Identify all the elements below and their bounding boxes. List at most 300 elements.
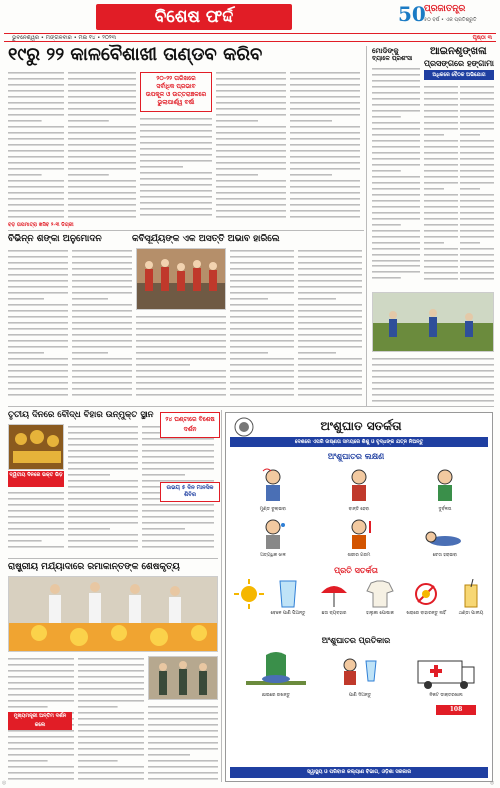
body-text-line [460, 258, 494, 264]
body-text-line [298, 254, 362, 260]
body-text-line [68, 70, 136, 76]
body-text-line [372, 198, 420, 204]
body-text-line [216, 142, 286, 148]
body-text-line [148, 728, 218, 734]
right-blue-bar: ଅଧିକରେ ବୈଠକ ଅଭିଯୋଗ [424, 70, 494, 80]
body-text-line [8, 520, 64, 526]
body-text-line [230, 248, 294, 254]
body-text-line [8, 284, 68, 290]
precaution-2 [312, 579, 356, 616]
body-text-line [148, 704, 218, 710]
no-sun-icon [411, 579, 441, 609]
body-text-line [68, 184, 136, 190]
body-text-line [8, 190, 64, 196]
body-text-line [8, 752, 74, 758]
body-text-line [290, 148, 360, 154]
body-text-line [136, 374, 226, 380]
body-text-line [8, 686, 74, 692]
body-text-line [136, 392, 226, 398]
body-text-line [216, 196, 286, 202]
body-text-line [136, 368, 226, 374]
body-text-line [68, 490, 138, 496]
remedy-1-label: ଛାଇରେ ରଖନ୍ତୁ [262, 693, 290, 698]
body-text-line [216, 82, 286, 88]
fainting-person-icon [425, 517, 465, 551]
body-text-line [8, 668, 74, 674]
body-text-line [8, 112, 64, 118]
body-text-line [290, 214, 360, 220]
body-text-line [8, 100, 64, 106]
right-headline-4: ପ୍ରସଙ୍ଗରେ ହଙ୍ଗାମା [424, 58, 494, 68]
body-text-line [68, 202, 136, 208]
body-text-line [68, 100, 136, 106]
body-text-line [8, 692, 74, 698]
water-glass-icon [276, 579, 300, 609]
body-text-line [460, 144, 494, 150]
body-text-line [68, 208, 136, 214]
body-text-line [372, 368, 494, 374]
body-text-line [460, 240, 494, 246]
body-text-line [8, 392, 68, 398]
lead-column-1 [8, 70, 64, 220]
body-text-line [424, 216, 458, 222]
funeral-column-3 [148, 704, 218, 782]
body-text-line [72, 308, 132, 314]
body-text-line [8, 502, 64, 508]
body-text-line [142, 460, 214, 466]
body-text-line [78, 728, 144, 734]
body-text-line [298, 308, 362, 314]
body-text-line [230, 338, 294, 344]
body-text-line [230, 296, 294, 302]
body-text-line [8, 380, 68, 386]
body-text-line [216, 100, 286, 106]
body-text-line [298, 362, 362, 368]
body-text-line [8, 260, 68, 266]
clothes-icon [365, 579, 395, 609]
body-text-line [372, 228, 420, 234]
body-text-line [78, 734, 144, 740]
body-text-line [460, 84, 494, 90]
body-text-line [424, 150, 458, 156]
body-text-line [372, 275, 420, 281]
body-text-line [142, 448, 214, 454]
body-text-line [140, 212, 212, 218]
body-text-line [8, 290, 68, 296]
third-column-0 [8, 490, 64, 554]
body-text-line [460, 186, 494, 192]
body-text-line [8, 124, 64, 130]
mid-headline-1: ବିଭିନ୍ନ ଶଙ୍କା ଅନୁମୋଦନ [8, 234, 102, 244]
dateline [4, 33, 496, 42]
body-text-line [72, 296, 132, 302]
rule [8, 406, 494, 407]
body-text-line [72, 350, 132, 356]
body-text-line [372, 108, 420, 114]
body-text-line [298, 344, 362, 350]
body-text-line [298, 374, 362, 380]
right-photo-field [372, 292, 494, 352]
body-text-line [290, 208, 360, 214]
mid-column-3 [136, 314, 226, 400]
body-text-line [216, 118, 286, 124]
dateline-text: ଭୁବନେଶ୍ୱର • ମଙ୍ଗଳବାର • ମଇ ୧୪ • ୨୦୨୩ [12, 35, 116, 41]
body-text-line [78, 764, 144, 770]
body-text-line [148, 740, 218, 746]
body-text-line [372, 168, 420, 174]
body-text-line [8, 302, 68, 308]
body-text-line [72, 314, 132, 320]
body-text-line [8, 662, 74, 668]
body-text-line [68, 502, 138, 508]
body-text-line [372, 252, 420, 258]
body-text-line [424, 102, 458, 108]
body-text-line [8, 266, 68, 272]
heatstroke-footer: ସ୍ୱାସ୍ଥ୍ୟ ଓ ପରିବାର କଲ୍ୟାଣ ବିଭାଗ, ଓଡ଼ିଶା ସରକାର [230, 767, 488, 778]
remedy-title: ଅଂଶୁଘାତର ପ୍ରତିକାର [321, 635, 391, 645]
body-text-line [424, 270, 458, 276]
body-text-line [216, 124, 286, 130]
body-text-line [8, 496, 64, 502]
body-text-line [460, 114, 494, 120]
body-text-line [68, 106, 136, 112]
body-text-line [372, 362, 494, 368]
body-text-line [142, 508, 214, 514]
body-text-line [68, 130, 136, 136]
body-text-line [72, 344, 132, 350]
body-text-line [72, 302, 132, 308]
body-text-line [78, 662, 144, 668]
body-text-line [8, 148, 64, 154]
body-text-line [460, 162, 494, 168]
body-text-line [230, 254, 294, 260]
body-text-line [298, 338, 362, 344]
body-text-line [424, 204, 458, 210]
body-text-line [298, 356, 362, 362]
body-text-line [140, 170, 212, 176]
lead-box-line-3: ଉପକୂଳ ଓ ଉତ୍ତରାଞ୍ଚଳରେ [145, 91, 207, 98]
body-text-line [460, 204, 494, 210]
body-text-line [424, 198, 458, 204]
body-text-line [72, 374, 132, 380]
precaution-5-label: ଥଣ୍ଡା ପାନୀୟ [458, 611, 484, 616]
body-text-line [68, 142, 136, 148]
body-text-line [72, 332, 132, 338]
logo-number: 50 [398, 2, 426, 26]
body-text-line [230, 356, 294, 362]
body-text-line [460, 228, 494, 234]
body-text-line [8, 308, 68, 314]
body-text-line [460, 126, 494, 132]
body-text-line [230, 326, 294, 332]
body-text-line [460, 174, 494, 180]
body-text-line [298, 386, 362, 392]
body-text-line [8, 178, 64, 184]
body-text-line [460, 96, 494, 102]
body-text-line [372, 174, 420, 180]
body-text-line [142, 526, 214, 532]
logo-brand: ପ୍ରଜାତନ୍ତ୍ର [424, 4, 466, 14]
body-text-line [8, 214, 64, 220]
body-text-line [8, 130, 64, 136]
body-text-line [72, 278, 132, 284]
body-text-line [8, 338, 68, 344]
body-text-line [142, 520, 214, 526]
body-text-line [424, 246, 458, 252]
body-text-line [460, 210, 494, 216]
symptom-2-label: ବାନ୍ତି ହେବା [348, 507, 370, 512]
third-box-2-text: ଉଭୟ ୫ ଦିନ ମାନସିକ ଶିବିର [166, 485, 214, 498]
lead-box-line-1: ୨୦-୨୨ ତାରିଖରେ [156, 75, 196, 82]
body-text-line [372, 356, 494, 362]
body-text-line [372, 380, 494, 386]
body-text-line [216, 172, 286, 178]
body-text-line [140, 176, 212, 182]
body-text-line [460, 198, 494, 204]
body-text-line [216, 136, 286, 142]
body-text-line [72, 284, 132, 290]
body-text-line [142, 502, 214, 508]
body-text-line [298, 278, 362, 284]
body-text-line [68, 118, 136, 124]
body-text-line [148, 746, 218, 752]
body-text-line [290, 142, 360, 148]
body-text-line [372, 138, 420, 144]
body-text-line [148, 776, 218, 782]
body-text-line [298, 248, 362, 254]
body-text-line [460, 216, 494, 222]
body-text-line [68, 526, 138, 532]
body-text-line [8, 758, 74, 764]
body-text-line [230, 260, 294, 266]
vomiting-person-icon [339, 465, 379, 505]
body-text-line [424, 234, 458, 240]
rule [8, 230, 364, 231]
body-text-line [290, 118, 360, 124]
body-text-line [72, 392, 132, 398]
body-text-line [68, 514, 138, 520]
body-text-line [8, 208, 64, 214]
lead-column-5 [290, 70, 360, 220]
body-text-line [424, 222, 458, 228]
body-text-line [290, 130, 360, 136]
body-text-line [8, 740, 74, 746]
body-text-line [8, 88, 64, 94]
body-text-line [72, 386, 132, 392]
body-text-line [8, 350, 68, 356]
body-text-line [8, 272, 68, 278]
body-text-line [372, 162, 420, 168]
body-text-line [216, 106, 286, 112]
body-text-line [72, 254, 132, 260]
body-text-line [424, 192, 458, 198]
body-text-line [460, 222, 494, 228]
body-text-line [68, 148, 136, 154]
body-text-line [424, 84, 458, 90]
body-text-line [372, 210, 420, 216]
rule [221, 410, 222, 782]
lead-column-4 [216, 70, 286, 220]
symptom-3-label: ଦୁର୍ବଳତା [438, 507, 452, 512]
body-text-line [142, 472, 214, 478]
body-text-line [298, 290, 362, 296]
body-text-line [8, 248, 68, 254]
funeral-column-2 [78, 656, 144, 782]
body-text-line [8, 356, 68, 362]
body-text-line [8, 94, 64, 100]
body-text-line [298, 392, 362, 398]
body-text-line [424, 264, 458, 270]
body-text-line [8, 532, 64, 538]
body-text-line [8, 526, 64, 532]
body-text-line [372, 126, 420, 132]
body-text-line [8, 698, 74, 704]
body-text-line [68, 214, 136, 220]
body-text-line [460, 120, 494, 126]
body-text-line [372, 192, 420, 198]
body-text-line [216, 148, 286, 154]
body-text-line [290, 202, 360, 208]
body-text-line [136, 356, 226, 362]
body-text-line [142, 532, 214, 538]
body-text-line [290, 178, 360, 184]
body-text-line [68, 532, 138, 538]
body-text-line [148, 710, 218, 716]
body-text-line [230, 272, 294, 278]
right-column-2 [424, 84, 458, 284]
body-text-line [8, 166, 64, 172]
third-headline: ତୃତୀୟ ଦିନରେ ବୌଦ୍ଧ ବିହାର ଉନ୍ମୁକ୍ତ ସ୍ଥାନ [8, 410, 154, 420]
body-text-line [372, 90, 420, 96]
body-text-line [68, 136, 136, 142]
third-box-text: ୨୪ ଘଣ୍ଟାରେ ବିଶେଷ ଦର୍ଶନ [165, 416, 215, 433]
lead-column-2 [68, 70, 136, 220]
body-text-line [136, 386, 226, 392]
body-text-line [460, 270, 494, 276]
body-text-line [230, 332, 294, 338]
body-text-line [298, 320, 362, 326]
body-text-line [372, 269, 420, 275]
body-text-line [216, 76, 286, 82]
body-text-line [142, 544, 214, 550]
body-text-line [140, 188, 212, 194]
body-text-line [290, 112, 360, 118]
body-text-line [216, 208, 286, 214]
body-text-line [68, 430, 138, 436]
body-text-line [78, 746, 144, 752]
body-text-line [8, 154, 64, 160]
right-headline-2: ବ୍ୟାଳେ ପ୍ରଶଂସା [372, 55, 413, 62]
body-text-line [148, 716, 218, 722]
body-text-line [424, 138, 458, 144]
body-text-line [68, 454, 138, 460]
symptoms-title: ଅଂଶୁଘାତର ଲକ୍ଷଣ [327, 451, 385, 461]
body-text-line [230, 374, 294, 380]
body-text-line [8, 136, 64, 142]
body-text-line [372, 102, 420, 108]
body-text-line [290, 76, 360, 82]
body-text-line [8, 368, 68, 374]
symptom-4 [232, 517, 314, 558]
body-text-line [216, 112, 286, 118]
body-text-line [298, 368, 362, 374]
body-text-line [8, 656, 74, 662]
precaution-5 [450, 579, 492, 616]
body-text-line [424, 144, 458, 150]
body-text-line [78, 698, 144, 704]
body-text-line [140, 158, 212, 164]
symptom-5 [318, 517, 400, 558]
body-text-line [72, 266, 132, 272]
prevention-title: ପ୍ରତି ସତର୍କତା [334, 565, 378, 575]
lead-headline: ୧୯ରୁ ୨୨ କାଳବୈଶାଖୀ ତାଣ୍ଡବ କରିବ [8, 44, 263, 65]
symptom-6 [404, 517, 486, 558]
body-text-line [298, 332, 362, 338]
registration-mark: ◎ [490, 780, 495, 786]
body-text-line [136, 380, 226, 386]
body-text-line [216, 154, 286, 160]
body-text-line [8, 142, 64, 148]
body-text-line [460, 264, 494, 270]
heatstroke-banner: ଦେଶରେ ଏପରି ଉଷ୍ଣତା ସମୟରେ ଶିଶୁ ଓ ବୃଦ୍ଧଙ୍କ ଯତ୍ନ ନିଅନ୍ତୁ [230, 437, 488, 447]
page-masthead: ବିଶେଷ ଫର୍ଦ୍ଦ [96, 4, 292, 30]
rule [366, 46, 367, 406]
body-text-line [78, 668, 144, 674]
body-text-line [8, 514, 64, 520]
drink-icon [459, 579, 483, 609]
body-text-line [290, 190, 360, 196]
body-text-line [372, 156, 420, 162]
symptom-2 [318, 465, 400, 512]
body-text-line [372, 216, 420, 222]
body-text-line [372, 386, 494, 392]
body-text-line [290, 172, 360, 178]
body-text-line [68, 190, 136, 196]
body-text-line [140, 182, 212, 188]
body-text-line [230, 350, 294, 356]
body-text-line [290, 106, 360, 112]
body-text-line [78, 680, 144, 686]
body-text-line [424, 162, 458, 168]
third-photo-caption: ଦ୍ୱିତୀୟ ଦିନରେ ଭକ୍ତ ଭିଡ଼ [8, 471, 64, 487]
body-text-line [460, 132, 494, 138]
body-text-line [68, 124, 136, 130]
body-text-line [216, 202, 286, 208]
body-text-line [142, 454, 214, 460]
body-text-line [68, 460, 138, 466]
body-text-line [372, 144, 420, 150]
body-text-line [230, 344, 294, 350]
body-text-line [68, 112, 136, 118]
right-headline-3: ଆଇନଶୃଙ୍ଖଳା [430, 46, 487, 57]
body-text-line [372, 204, 420, 210]
body-text-line [290, 88, 360, 94]
body-text-line [68, 544, 138, 550]
body-text-line [216, 130, 286, 136]
rule [8, 558, 218, 559]
body-text-line [372, 222, 420, 228]
body-text-line [68, 424, 138, 430]
body-text-line [72, 272, 132, 278]
funeral-photo [8, 576, 218, 652]
body-text-line [372, 78, 420, 84]
body-text-line [140, 134, 212, 140]
body-text-line [140, 128, 212, 134]
body-text-line [68, 442, 138, 448]
body-text-line [424, 228, 458, 234]
body-text-line [8, 82, 64, 88]
body-text-line [230, 386, 294, 392]
